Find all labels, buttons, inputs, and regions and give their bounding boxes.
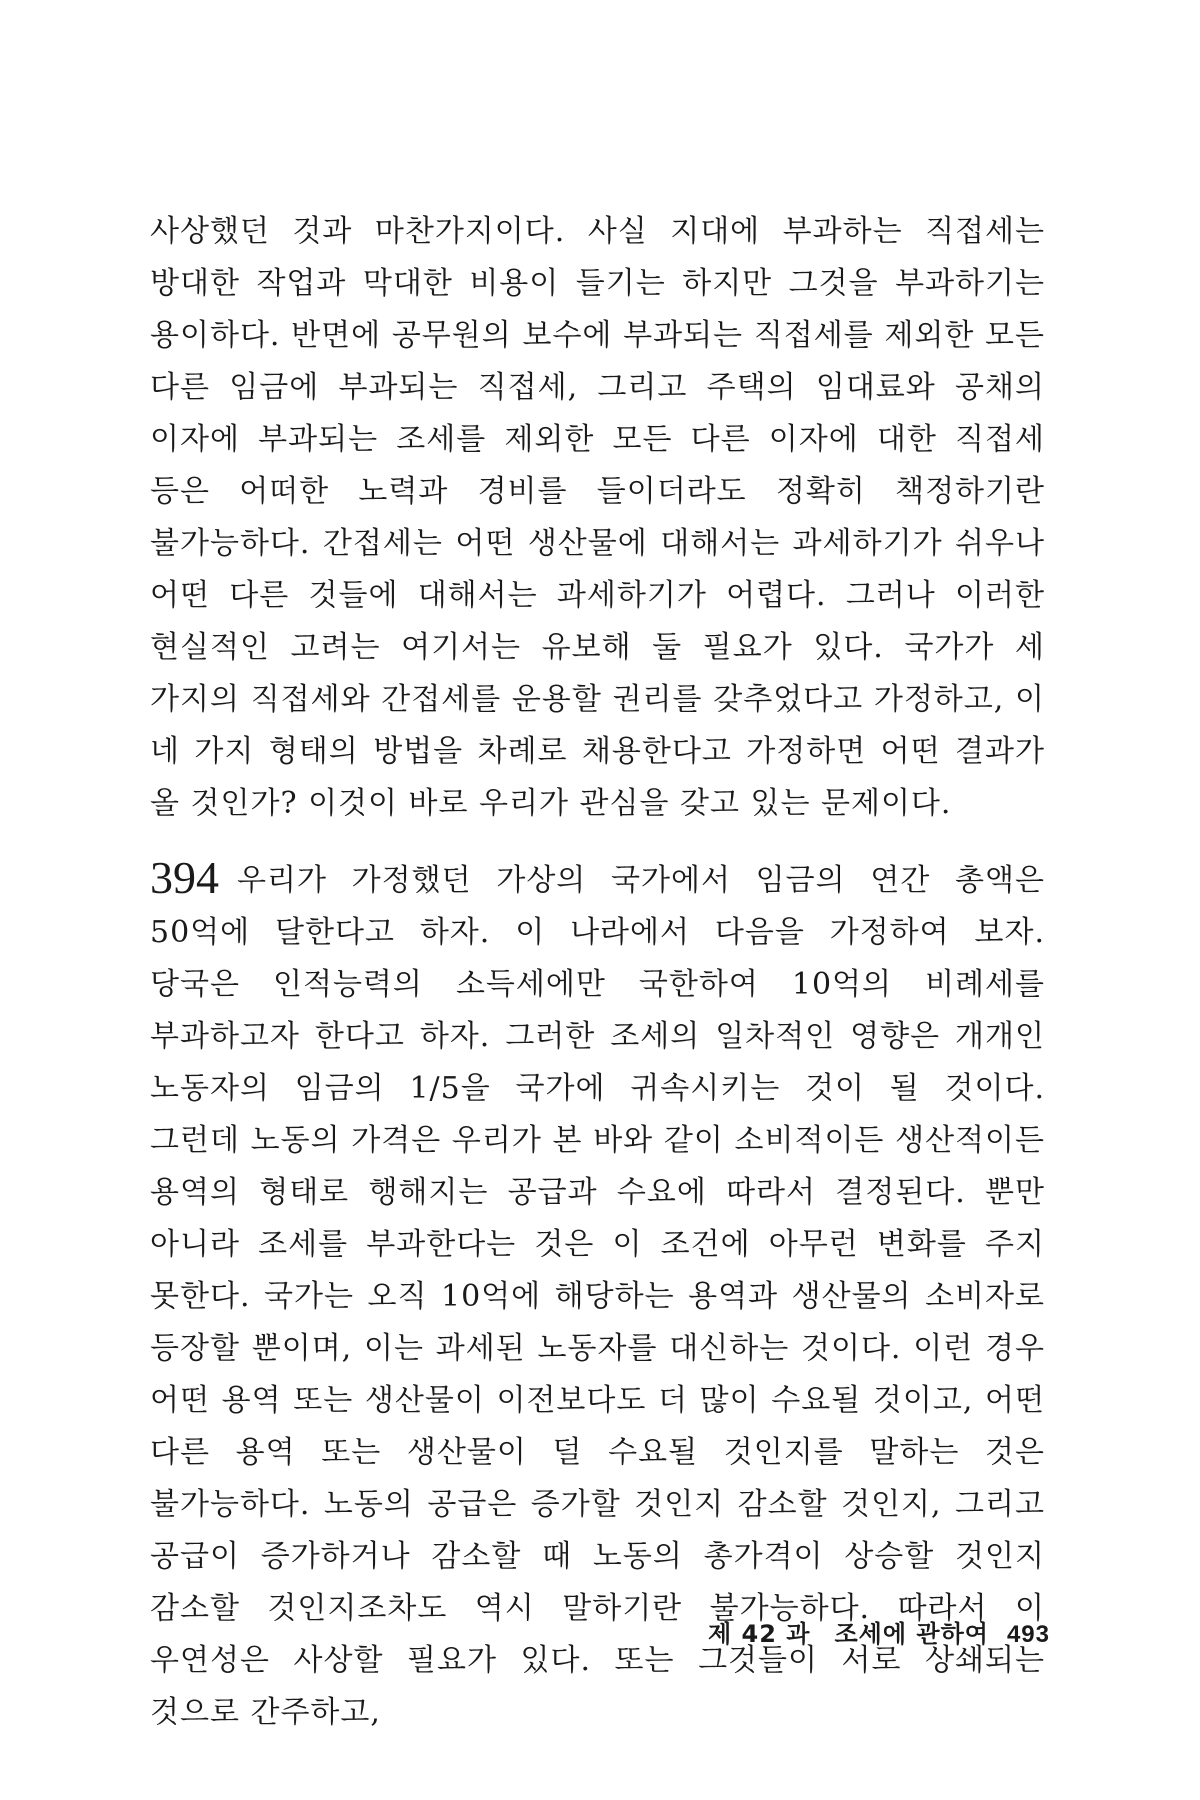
page-footer <box>708 1614 1050 1649</box>
section-number: 394 <box>150 852 219 903</box>
page-number: 493 <box>1006 1621 1050 1648</box>
footer-title: 조세에 관하여 <box>834 1620 989 1648</box>
section-text: 우리가 가정했던 가상의 국가에서 임금의 연간 총액은 50억에 달한다고 하자. 이 나라에서 다음을 가정하여 보자. 당국은 인적능력의 소득세에만 국한하여 10억의 비례세를 부과하고자 한다고 하자. 그러한 조세의 일차적인 영향은 개개인 노동자의 임금의 1/5을 국가에 귀속시키는 것이 될 것이다. 그런데 노동의 가격은 우리가 본 바와 같이 소비적이든 생산적이든 용역의 형태로 행해지는 공급과 수요에 따라서 결정된다. 뿐만 아니라 조세를 부과한다는 것은 이 조건에 아무런 변화를 주지 못한다. 국가는 오직 10억에 해당하는 용역과 생산물의 소비자로 등장할 뿐이며, 이는 과세된 노동자를 대신하는 것이다. 이런 경우 어떤 용역 또는 생산물이 이전보다도 더 많이 수요될 것이고, 어떤 다른 용역 또는 생산물이 덜 수요될 것인지를 말하는 것은 불가능하다. 노동의 공급은 증가할 것인지 감소할 것인지, 그리고 공급이 증가하거나 감소할 때 노동의 총가격이 상승할 것인지 감소할 것인지조차도 역시 말하기란 불가능하다. 따라서 이 우연성은 사상할 필요가 있다. 또는 그것들이 서로 상쇄되는 것으로 간주하고, <box>150 863 1045 1730</box>
footer-chapter: 제 42 과 <box>708 1620 811 1648</box>
paragraph-continued: 사상했던 것과 마찬가지이다. 사실 지대에 부과하는 직접세는 방대한 작업과 막대한 비용이 들기는 하지만 그것을 부과하기는 용이하다. 반면에 공무원의 보수에 부과되는 직접세를 제외한 모든 다른 임금에 부과되는 직접세, 그리고 주택의 임대료와 공채의 이자에 부과되는 조세를 제외한 모든 다른 이자에 대한 직접세 등은 어떠한 노력과 경비를 들이더라도 정확히 책정하기란 불가능하다. 간접세는 어떤 생산물에 대해서는 과세하기가 쉬우나 어떤 다른 것들에 대해서는 과세하기가 어렵다. 그러나 이러한 현실적인 고려는 여기서는 유보해 둘 필요가 있다. 국가가 세 가지의 직접세와 간접세를 운용할 권리를 갖추었다고 가정하고, 이 네 가지 형태의 방법을 차례로 채용한다고 가정하면 어떤 결과가 올 것인가? 이것이 바로 우리가 관심을 갖고 있는 문제이다. <box>150 214 1045 821</box>
paragraph-section-394 <box>150 852 1045 1739</box>
